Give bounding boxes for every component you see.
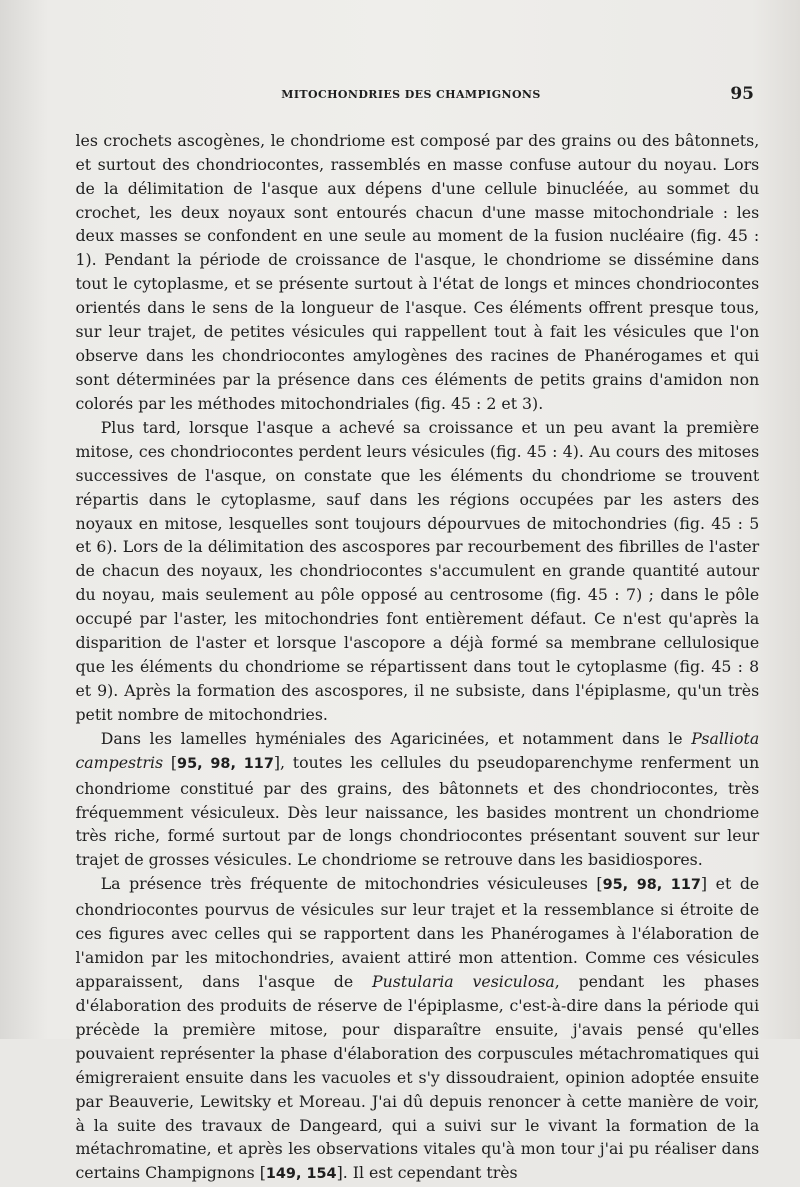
paragraph-1: les crochets ascogènes, le chondriome est composé par des grains ou des bâtonnets, et surtout des chondriocontes, rassemblés en masse confuse autour du noyau. Lors de la délimitation de l'asque aux dépens d'une cellule binucléée, au sommet du crochet, les deux noyaux sont entourés chacun d'une masse mitochondriale : les deux masses se confondent en une seule au moment de la fusion nucléaire (fig. 45 : 1). Pendant la période de croissance de l'asque, le chondriome se dissémine dans tout le cytoplasme, et se présente surtout à l'état de longs et minces chondriocontes orientés dans le sens de la longueur de l'asque. Ces éléments offrent presque tous, sur leur trajet, de petites vésicules qui rappellent tout à fait les vésicules que l'on observe dans les chondriocontes amylogènes des racines de Phanérogames et qui sont déterminées par la présence dans ces éléments de petits grains d'amidon non colorés par les méthodes mitochondriales (fig. 45 : 2 et 3). <box>75 130 760 413</box>
body-text <box>75 129 759 1187</box>
running-title: MITOCHONDRIES DES CHAMPIGNONS <box>281 88 541 101</box>
citation-refs: 149, 154 <box>265 1166 337 1183</box>
page-header <box>68 84 754 108</box>
page-number: 95 <box>730 84 754 104</box>
paragraph-4-text-a: La présence très fréquente de mitochondries vésiculeuses [ <box>100 874 603 894</box>
species-name-pustularia: Pustularia vesiculosa <box>372 972 555 992</box>
paragraph-4-text-c: , pendant les phases d'élaboration des produits de réserve de l'épiplasme, c'est-à-dire dans la période qui précède la première mitose, pour disparaître ensuite, j'avais pensé qu'elles pouvaient représenter la phase d'élaboration des corpuscules métachromatiques qui émigreraient ensuite dans les vacuoles et s'y dissoudraient, opinion adoptée ensuite par Beauverie, Lewitsky et Moreau. J'ai dû depuis renoncer à cette manière de voir, à la suite des travaux de Dangeard, qui a suivi sur le vivant la formation de la métachromatine, et après les observations vitales qu'à mon tour j'ai pu réaliser dans certains Champignons [ <box>75 972 760 1183</box>
paragraph-3-text-a: Dans les lamelles hyméniales des Agaricinées, et notamment dans le <box>100 728 692 748</box>
paragraph-3 <box>75 727 759 873</box>
paragraph-4-text-d: ]. Il est cependant très <box>336 1163 518 1183</box>
paragraph-3-bracket: [ <box>163 752 178 772</box>
citation-refs: 95, 98, 117 <box>602 877 701 894</box>
citation-refs: 95, 98, 117 <box>177 755 274 772</box>
paragraph-4 <box>75 872 759 1187</box>
paragraph-4-text-b: ] et de chondriocontes pourvus de vésicules sur leur trajet et la ressemblance si étroite de ces figures avec celles qui se rapportent dans les Phanérogames à l'élaboration de l'amidon par les mitochondries, avaient attiré mon attention. Comme ces vésicules apparaissent, dans l'asque de <box>75 874 760 992</box>
paragraph-2: Plus tard, lorsque l'asque a achevé sa croissance et un peu avant la première mitose, ces chondriocontes perdent leurs vésicules (fig. 45 : 4). Au cours des mitoses successives de l'asque, on constate que les éléments du chondriome se trouvent répartis dans le cytoplasme, sauf dans les régions occupées par les asters des noyaux en mitose, lesquelles sont toujours dépourvues de mitochondries (fig. 45 : 5 et 6). Lors de la délimitation des ascospores par recourbement des fibrilles de l'aster de chacun des noyaux, les chondriocontes s'accumulent en grande quantité autour du noyau, mais seulement au pôle opposé au centrosome (fig. 45 : 7) ; dans le pôle occupé par l'aster, les mitochondries font entièrement défaut. Ce n'est qu'après la disparition de l'aster et lorsque l'ascopore a déjà formé sa membrane cellulosique que les éléments du chondriome se répartissent dans tout le cytoplasme (fig. 45 : 8 et 9). Après la formation des ascospores, il ne subsiste, dans l'épiplasme, qu'un très petit nombre de mitochondries. <box>75 417 760 724</box>
species-name-psalliota: Psalliota campestris <box>75 728 760 772</box>
paragraph-3-text-b: ], toutes les cellules du pseudoparenchyme renferment un chondriome constitué par des grains, des bâtonnets et des chondriocontes, très fréquemment vésiculeux. Dès leur naissance, les basides montrent un chondriome très riche, formé surtout par de longs chondriocontes présentant souvent sur leur trajet de grosses vésicules. Le chondriome se retrouve dans les basidiospores. <box>75 752 760 870</box>
